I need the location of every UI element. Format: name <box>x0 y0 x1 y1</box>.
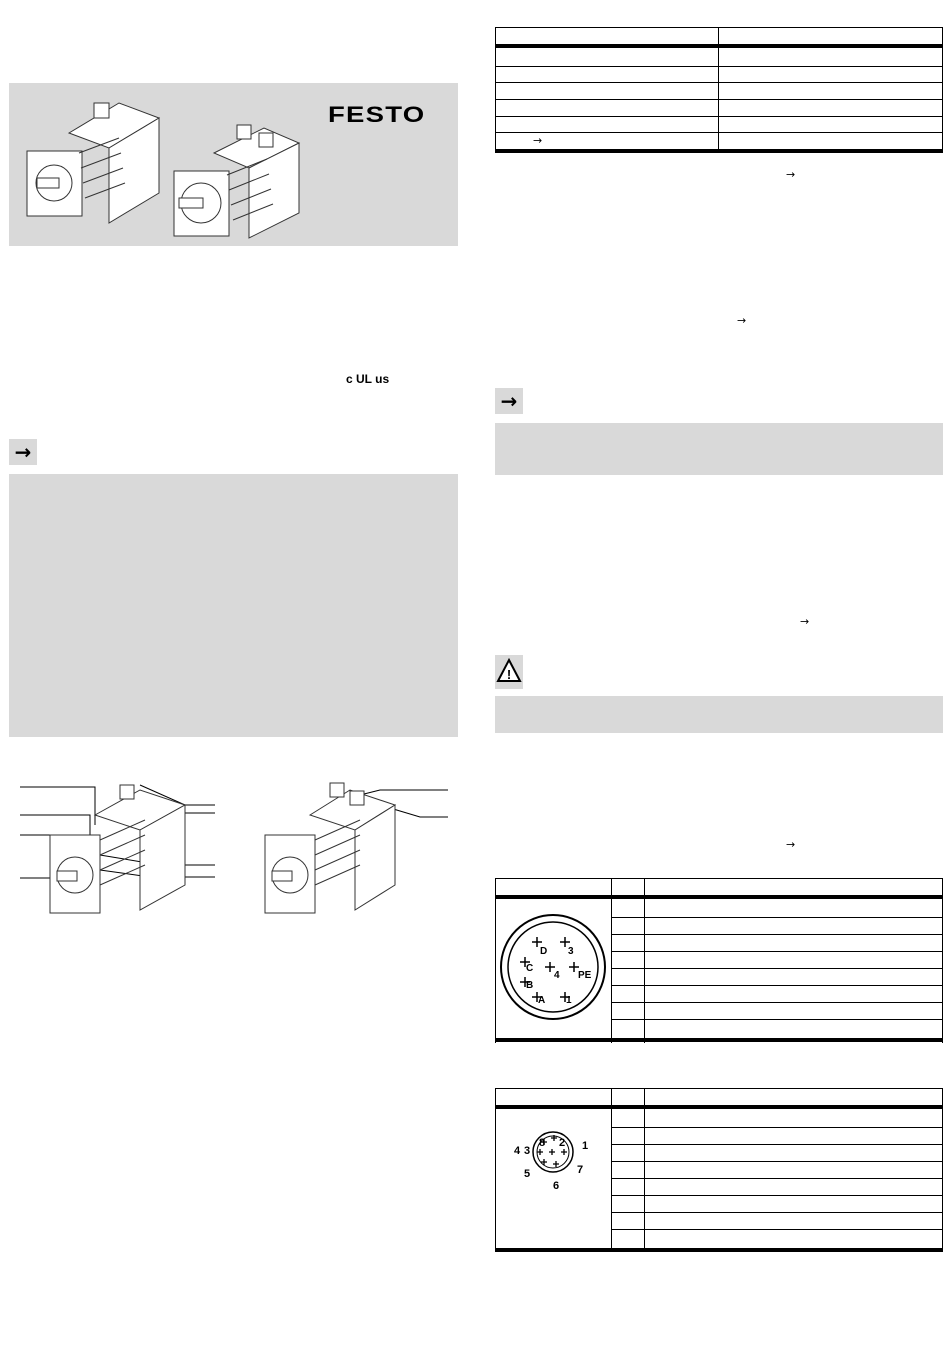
pin-label: C <box>526 963 534 974</box>
arrow-right-icon: → <box>800 615 810 628</box>
ul-certification-mark: c UL us <box>346 372 390 386</box>
arrow-right-icon: → <box>737 314 747 327</box>
pin-label: 6 <box>553 1180 560 1192</box>
arrow-right-icon: → <box>495 388 523 414</box>
pin-label: 4 <box>554 970 560 981</box>
pin-label: 7 <box>577 1164 584 1176</box>
encoder-connector-pinout <box>525 1125 585 1175</box>
warning-panel <box>495 696 943 733</box>
note-panel-left <box>9 474 458 737</box>
pin-label: 8 <box>539 1137 546 1149</box>
festo-logo: FESTO <box>328 102 426 127</box>
pin-label: 2 <box>559 1137 566 1149</box>
note-panel-right <box>495 423 943 475</box>
warning-icon-box <box>495 655 523 689</box>
warning-icon <box>495 655 523 689</box>
arrow-right-icon: → <box>533 134 543 147</box>
pin-label: PE <box>578 970 592 981</box>
arrow-right-icon: → <box>786 168 796 181</box>
pin-label: D <box>540 946 548 957</box>
pin-label: 4 <box>514 1145 521 1157</box>
svg-text:!: ! <box>506 667 512 682</box>
power-connector-pinout <box>498 912 608 1022</box>
arrow-right-icon: → <box>9 439 37 465</box>
pin-label: 5 <box>524 1168 531 1180</box>
pin-label: 1 <box>566 995 572 1006</box>
pin-label: 1 <box>582 1140 589 1152</box>
pin-label: 3 <box>524 1145 531 1157</box>
arrow-right-icon: → <box>786 838 796 851</box>
pin-label: 3 <box>568 946 574 957</box>
pin-label: A <box>538 995 546 1006</box>
pin-label: B <box>526 980 534 991</box>
motor-callout-diagram <box>0 775 470 925</box>
